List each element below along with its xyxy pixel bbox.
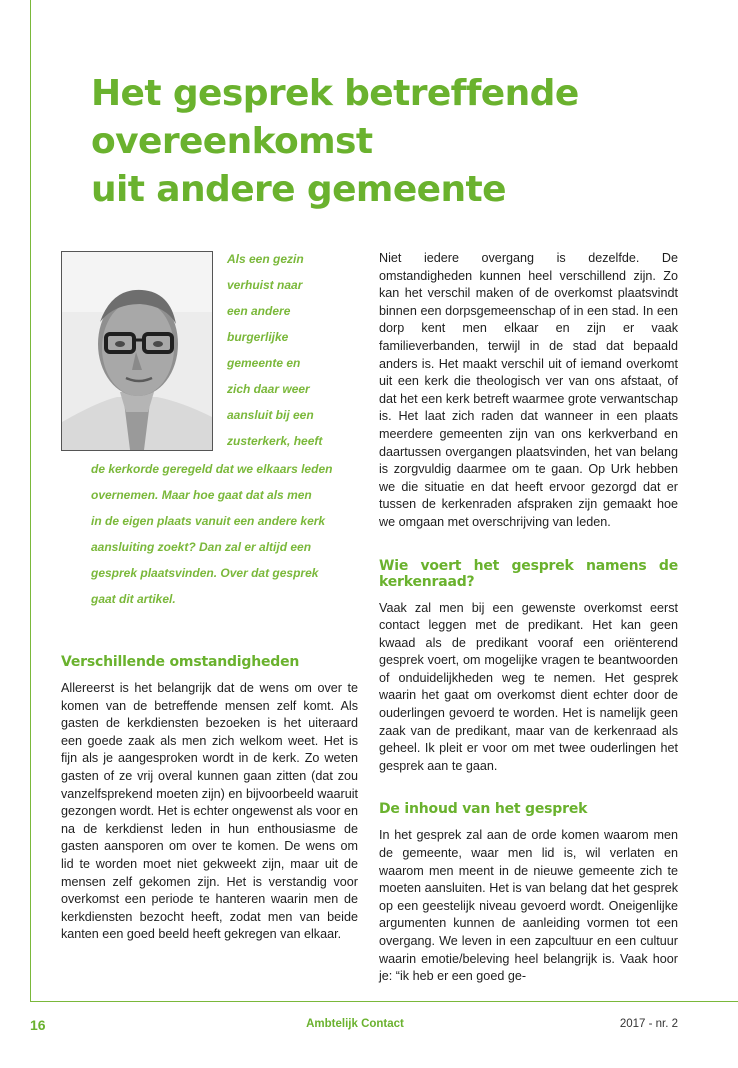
title-line: Het gesprek betreffende	[91, 73, 579, 114]
intro-line: gaat dit artikel.	[91, 592, 176, 606]
article-title	[91, 70, 711, 214]
intro-line: aansluit bij een	[227, 408, 314, 422]
intro-line: gemeente en	[227, 356, 301, 370]
intro-line: verhuist naar	[227, 278, 303, 292]
title-line: overeenkomst	[91, 121, 373, 162]
section-heading: De inhoud van het gesprek	[379, 801, 588, 818]
section-heading: Wie voert het gesprek namens de kerkenraad?	[379, 557, 678, 590]
body-paragraph: Niet iedere overgang is dezelfde. De omstandigheden kunnen heel verschillend zijn. Zo kan het verschil maken of de overkomst plaatsvindt binnen een dorpsgemeenschap of in een stad. In een dorp kent men elkaar en zijn er vaak familieverbanden, terwijl in de stad dat bepaald anders is. Het maakt verschil uit of iemand overkomt uit een kerk die theologisch ver van ons afstaat, of dat het een kerk betreft waarmee grote verwantschap is. Het laat zich raden dat wanneer in een plaats meerdere gemeenten zijn van ons kerkverband en daartussen overgangen plaatsvinden, het van belang is zorgvuldig daarmee om te gaan. Op Urk hebben we die situatie en dat heeft ervoor gezorgd dat er tussen de kerkenraden afspraken zijn gemaakt hoe we omgaan met overschrijving van leden.	[379, 251, 678, 529]
intro-line: de kerkorde geregeld dat we elkaars leden	[91, 462, 333, 476]
author-photo	[61, 251, 213, 451]
intro-line: aansluiting zoekt? Dan zal er altijd een	[91, 540, 312, 554]
portrait-image	[62, 252, 212, 450]
intro-line: een andere	[227, 304, 291, 318]
section-heading: Verschillende omstandigheden	[61, 654, 300, 670]
issue-label: 2017 - nr. 2	[619, 1018, 678, 1030]
body-paragraph: Vaak zal men bij een gewenste overkomst eerst contact leggen met de predikant. Het kan geen kwaad als de predikant vooraf een oriënterend gesprek voert, om mogelijke vragen te beantwoorden of onduidelijkheden weg te nemen. Het gesprek waarin het gaat om overkomst dient echter door de ouderlingen gevoerd te worden. Het is namelijk geen zaak van de predikant, maar van de kerkenraad als geheel. Ik pleit er voor om met twee ouderlingen het gesprek aan te gaan.	[379, 600, 678, 773]
intro-line: in de eigen plaats vanuit een andere kerk	[91, 514, 326, 528]
intro-line: burgerlijke	[227, 330, 289, 344]
intro-line: Als een gezin	[227, 252, 304, 266]
intro-line: zusterkerk, heeft	[227, 434, 323, 448]
page-number: 16	[30, 1017, 46, 1033]
left-column	[61, 654, 358, 944]
title-line: uit andere gemeente	[91, 169, 506, 210]
intro-line: gesprek plaatsvinden. Over dat gesprek	[91, 566, 319, 580]
intro-wrap-text	[227, 246, 337, 454]
intro-line: overnemen. Maar hoe gaat dat als men	[91, 488, 312, 502]
intro-line: zich daar weer	[227, 382, 310, 396]
magazine-name: Ambtelijk Contact	[306, 1018, 404, 1030]
footer-rule	[30, 1001, 738, 1002]
body-paragraph: Allereerst is het belangrijk dat de wens om over te komen van de betreffende mensen zelf komt. Als gasten de kerkdiensten bezoeken is het uiteraard een goede zaak als men zich welkom weet. Het is fijn als je aangesproken wordt in de kerk. Zo weten gasten of ze vrij overal kunnen gaan zitten (dat zou vanzelfsprekend moeten zijn) en bijvoorbeeld waaruit gezongen wordt. Het is echter ongewenst als voor en na de kerkdienst leden in hun enthousiasme de gasten aansporen om over te komen. De wens om lid te worden moet niet gekweekt zijn, maar uit de mensen zelf gekomen zijn. Het is verstandig voor overkomst een periode te hanteren waarin men de kerkdiensten bezocht heeft, zodat men van beide kanten een goed beeld heeft gekregen van elkaar.	[61, 681, 358, 942]
vertical-rule	[30, 0, 31, 1002]
body-paragraph: In het gesprek zal aan de orde komen waarom men de gemeente, waar men lid is, wil verlaten en waarom men meent in de nieuwe gemeente zich te moeten aansluiten. Het is van belang dat het gesprek op een geestelijk niveau gevoerd wordt. Oneigenlijke argumenten kunnen de aanleiding vormen tot een overgang. We leven in een zapcultuur en een cultuur waarin emotie/beleving heel belangrijk is. Vaak hoor je: “ik heb er een goed ge-	[379, 828, 678, 984]
intro-continued-text	[91, 456, 341, 612]
right-column	[379, 250, 678, 986]
